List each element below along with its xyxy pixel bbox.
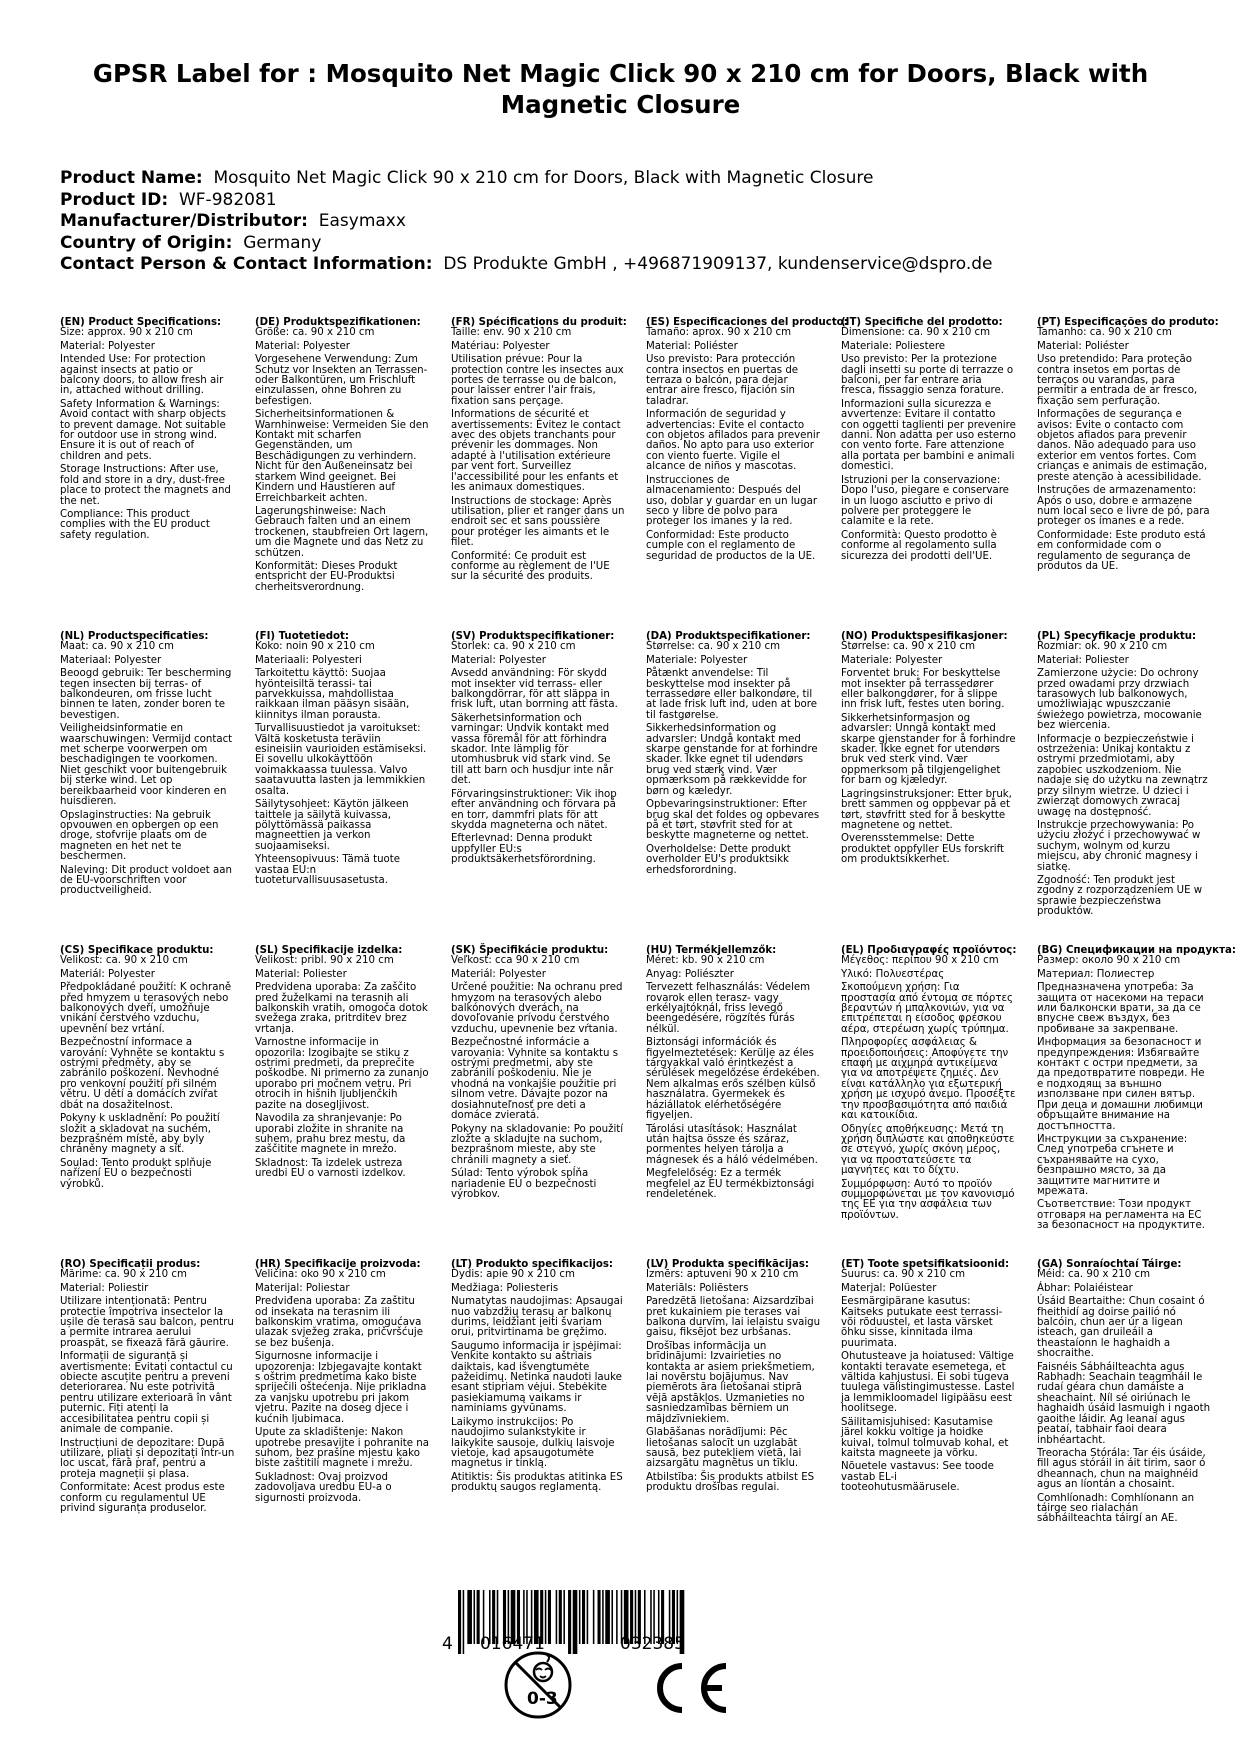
spec-paragraph: Safety Information & Warnings: Avoid contact with sharp objects to prevent damage. Not suitable for outdoor use in strong wind. Ensure it is out of reach of children and pets.: [60, 398, 226, 462]
spec-heading: (PT) Especificações do produto:: [1037, 317, 1219, 328]
spec-paragraph: Forventet bruk: For beskyttelse mot insekter på terrassedører eller balkongdører, for å slippe inn frisk luft, festes uten boring.: [841, 668, 1005, 711]
spec-section: [841, 632, 1016, 869]
spec-paragraph: Drošības informācija un brīdinājumi: Izvairieties no kontakta ar asiem priekšmetiem, lai novērstu bojājumus. Nav piemērots āra lietošanai stiprā vējā apstākļos. Uzmanieties no sasniedzamības bērniem un mājdzīvniekiem.: [646, 1340, 815, 1425]
spec-paragraph: Atitiktis: Šis produktas atitinka ES produktų saugos reglamentą.: [451, 1471, 623, 1494]
spec-paragraph: Instrukcje przechowywania: Po użyciu złożyć i przechowywać w suchym, wolnym od kurzu miejscu, aby chronić magnesy i siatkę.: [1037, 819, 1201, 873]
spec-paragraph: Naleving: Dit product voldoet aan de EU-voorschriften voor productveiligheid.: [60, 864, 232, 897]
spec-heading: (IT) Specifiche del prodotto:: [841, 317, 1003, 328]
spec-paragraph: Faisnéis Sábháilteachta agus Rabhadh: Seachain teagmháil le rudaí géara chun damáiste a sheachaint. Níl sé oiriúnach le haghaidh úsáid lasmuigh i ngaoth gaoithe láidir. Ag leanaí agus peataí, tabhair faoi deara inbhéartacht.: [1037, 1361, 1211, 1446]
info-value: WF-982081: [178, 189, 277, 210]
spec-paragraph: Opslaginstructies: Na gebruik opvouwen en opbergen op een droge, stofvrije plaats om de magneten en het net te beschermen.: [60, 809, 219, 863]
barcode-bar: [568, 1590, 571, 1654]
barcode-bar: [598, 1590, 601, 1644]
product-id-row: [60, 190, 1181, 212]
spec-section: [60, 1260, 235, 1517]
spec-paragraph: Uso previsto: Per la protezione dagli insetti su porte di terrazze o balconi, per far entrare aria fresca, fissaggio senza forature.: [841, 354, 1014, 397]
spec-paragraph: Treoracha Stórála: Tar éis úsáide, fill agus stóráil in áit tirim, saor ó dheannach, chun na maighnéid agus an líontán a chosaint.: [1037, 1447, 1206, 1491]
spec-paragraph: Zgodność: Ten produkt jest zgodny z rozporządzeniem UE w sprawie bezpieczeństwa produktów.: [1037, 874, 1203, 918]
info-value: DS Produkte GmbH , +496871909137, kundenservice@dspro.de: [443, 254, 993, 274]
info-value: Easymaxx: [318, 211, 406, 231]
spec-heading: (RO) Specificații produs:: [60, 1259, 201, 1270]
spec-paragraph: Material: Poliéster: [646, 340, 738, 352]
spec-paragraph: Dimensione: ca. 90 x 210 cm: [841, 327, 991, 339]
barcode-bar: [587, 1590, 589, 1644]
spec-heading: (EN) Product Specifications:: [60, 317, 222, 328]
spec-paragraph: Информация за безопасност и предупреждения: Избягвайте контакт с остри предмети, за да предотвратите повреди. Не е подходящ за външно използване при силен вятър. При деца и домашни любимци обръщайте внимание на достъпността.: [1037, 1037, 1205, 1132]
spec-paragraph: Predvidena uporaba: Za zaščito pred žuželkami na terasnih ali balkonskih vratih, omogoča dotok svežega zraka, pritrditev brez vrtanja.: [255, 982, 428, 1035]
barcode-bar: [593, 1590, 595, 1644]
spec-paragraph: Инструкции за съхранение: След употреба сгънете и съхранявайте на сухо, безпрашно място, за да защитите магнитите и мрежата.: [1037, 1133, 1188, 1197]
spec-paragraph: Overensstemmelse: Dette produktet oppfyller EUs forskrift om produktsikkerhet.: [841, 833, 1005, 866]
spec-paragraph: Zamierzone użycie: Do ochrony przed owadami przy drzwiach tarasowych lub balkonowych, umożliwiając wpuszczanie świeżego powietrza, mocowanie bez wiercenia.: [1037, 668, 1202, 732]
spec-heading: (PL) Specyfikacje produktu:: [1037, 631, 1197, 642]
spec-section: [1037, 317, 1219, 575]
spec-paragraph: Veličina: oko 90 x 210 cm: [255, 1269, 386, 1281]
spec-paragraph: Utilizare intenționată: Pentru protecție împotriva insectelor la ușile de terasă sau balcon, pentru a permite intrarea aerului proaspăt, se fixează fără găurire.: [60, 1296, 234, 1349]
spec-paragraph: Предназначена употреба: За защита от насекоми на тераси или балконски врати, за да се впусне свеж въздух, без пробиване за закрепване.: [1037, 982, 1204, 1035]
spec-section: [60, 946, 235, 1193]
page-title: GPSR Label for : Mosquito Net Magic Click 90 x 210 cm for Doors, Black with Magnetic Closure: [92, 59, 1149, 119]
spec-section: [646, 317, 848, 565]
spec-paragraph: Størrelse: ca. 90 x 210 cm: [646, 641, 781, 653]
product-name-row: [60, 168, 1181, 190]
spec-paragraph: Maat: ca. 90 x 210 cm: [60, 641, 174, 653]
spec-paragraph: Méid: ca. 90 x 210 cm: [1037, 1269, 1151, 1281]
barcode-bar: [563, 1590, 565, 1644]
spec-paragraph: Material: Poliéster: [1037, 340, 1129, 352]
barcode-bar: [467, 1590, 472, 1644]
spec-paragraph: Sukladnost: Ovaj proizvod zadovoljava uredbu EU-a o sigurnosti proizvoda.: [255, 1471, 392, 1504]
spec-paragraph: Numatytas naudojimas: Apsaugai nuo vabzdžių terasų ar balkonų durims, leidžiant įeiti švariam orui, pritvirtinama be gręžimo.: [451, 1296, 623, 1339]
spec-section: [646, 632, 821, 879]
spec-paragraph: Size: approx. 90 x 210 cm: [60, 327, 193, 339]
spec-paragraph: Utilisation prévue: Pour la protection contre les insectes aux portes de terrasse ou de balcon, pour laisser entrer l'air frais, fixation sans perçage.: [451, 354, 624, 407]
spec-paragraph: Saugumo informacija ir įspėjimai: Venkite kontakto su aštriais daiktais, kad išvengtumėte pažeidimų. Netinka naudoti lauke esant stipriam vėjui. Stebėkite pasiekiamumą vaikams ir naminiams gyvūnams.: [451, 1340, 622, 1415]
spec-paragraph: Υλικό: Πολυεστέρας: [841, 968, 945, 980]
spec-heading: (LV) Produkta specifikācijas:: [646, 1259, 809, 1270]
spec-paragraph: Material: Polyester: [60, 340, 155, 352]
spec-heading: (FR) Spécifications du produit:: [451, 317, 627, 328]
spec-paragraph: Určené použitie: Na ochranu pred hmyzom na terasových alebo balkónových dverách, na dovoľovanie prívodu čerstvého vzduchu, upevnenie bez vŕtania.: [451, 982, 623, 1035]
spec-paragraph: Säilytysohjeet: Käytön jälkeen taittele ja säilytä kuivassa, pölyttömässä paikassa magneettien ja verkon suojaamiseksi.: [255, 799, 409, 852]
spec-heading: (SK) Špecifikácie produktu:: [451, 945, 609, 956]
contact-row: [60, 254, 1181, 276]
spec-paragraph: Sicherheitsinformationen & Warnhinweise: Vermeiden Sie den Kontakt mit scharfen Gegenständen, um Beschädigungen zu verhindern. Nicht für den Außeneinsatz bei starkem Wind geeignet. Bei Kindern und Haustieren auf Erreichbarkeit achten.: [255, 409, 429, 504]
spec-paragraph: Veľkosť: cca 90 x 210 cm: [451, 955, 580, 967]
spec-paragraph: Méret: kb. 90 x 210 cm: [646, 955, 765, 967]
spec-paragraph: Taille: env. 90 x 210 cm: [451, 327, 572, 339]
spec-paragraph: Pokyny na skladovanie: Po použití zložte a skladujte na suchom, bezprašnom mieste, aby ste chránili magnety a sieť.: [451, 1123, 624, 1166]
spec-heading: (SV) Produktspecifikationer:: [451, 631, 615, 642]
spec-paragraph: Istruzioni per la conservazione: Dopo l'uso, piegare e conservare in un luogo asciutto e privo di polvere per proteggere le calamite e la rete.: [841, 474, 1009, 528]
info-label: Product ID:: [60, 189, 169, 210]
spec-paragraph: Materiál: Polyester: [60, 968, 155, 980]
spec-paragraph: Úsáid Beartaithe: Chun cosaint ó fheithidí ag doirse pailió nó balcóin, chun aer úr a ligean isteach, gan druileáil a theastaíonn le haghaidh a shocraithe.: [1037, 1296, 1205, 1360]
spec-paragraph: Suurus: ca. 90 x 210 cm: [841, 1269, 966, 1281]
barcode-bar: [579, 1590, 581, 1644]
spec-paragraph: Säkerhetsinformation och varningar: Undvik kontakt med vassa föremål för att förhindra skador. Inte lämplig för utomhusbruk vid stark vind. Se till att barn och husdjur inte når det.: [451, 712, 614, 787]
spec-paragraph: Lagringsinstruksjoner: Etter bruk, brett sammen og oppbevar på et tørt, støvfritt sted for å beskytte magnetene og nettet.: [841, 788, 1012, 831]
spec-paragraph: Sigurnosne informacije i upozorenja: Izbjegavajte kontakt s oštrim predmetima kako biste spriječili oštećenja. Nije prikladna za vanjsku upotrebu pri jakom vjetru. Pazite na doseg djece i kućnih ljubimaca.: [255, 1351, 427, 1425]
spec-section: [841, 946, 1016, 1224]
spec-paragraph: Información de seguridad y advertencias: Evite el contacto con objetos afilados para prevenir daños. No apto para uso exterior con viento fuerte. Vigile el alcance de niños y mascotas.: [646, 409, 820, 473]
spec-paragraph: Upute za skladištenje: Nakon upotrebe presavijte i pohranite na suhom, bez prašine mjestu kako biste zaštitili magnete i mrežu.: [255, 1427, 429, 1470]
barcode-bar: [616, 1590, 618, 1644]
spec-paragraph: Instrucciones de almacenamiento: Después del uso, doblar y guardar en un lugar seco y libre de polvo para proteger los imanes y la red.: [646, 474, 818, 528]
spec-paragraph: Rozmiar: ok. 90 x 210 cm: [1037, 641, 1168, 653]
spec-paragraph: Velikost: pribl. 90 x 210 cm: [255, 955, 394, 967]
spec-paragraph: Medžiaga: Poliesteris: [451, 1282, 559, 1294]
spec-paragraph: Συμμόρφωση: Αυτό το προϊόν συμμορφώνεται με τον κανονισμό της ΕΕ για την ασφάλεια των προϊόντων.: [841, 1178, 1015, 1221]
spec-paragraph: Beoogd gebruik: Ter bescherming tegen insecten bij terras- of balkondeuren, om frisse lucht binnen te laten, zonder boren te bevestigen.: [60, 668, 232, 721]
barcode-bar: [611, 1590, 613, 1644]
barcode-bar: [605, 1590, 610, 1644]
spec-section: [451, 318, 626, 586]
spec-paragraph: Opbevaringsinstruktioner: Efter brug skal det foldes og opbevares på et tørt, støvfrit sted for at beskytte magneterne og nettet.: [646, 799, 820, 842]
spec-paragraph: Conformidade: Este produto está em conformidade com o regulamento de segurança de produtos da UE.: [1037, 529, 1206, 572]
barcode-digit-group: 016471: [480, 1634, 545, 1654]
spec-heading: (FI) Tuotetiedot:: [255, 631, 349, 642]
spec-paragraph: Sikkerhetsinformasjon og advarsler: Unngå kontakt med skarpe gjenstander for å forhindre skader. Ikke egnet for utendørs bruk ved sterk vind. Vær oppmerksom på tilgjengelighet for barn og kjæledyr.: [841, 712, 1016, 787]
barcode-digit-group: 4: [442, 1634, 453, 1654]
spec-paragraph: Sikkerhedsinformation og advarsler: Undgå kontakt med skarpe genstande for at forhindre skader. Ikke egnet til udendørs brug ved stærk vind. Vær opmærksom på rækkevidde for børn og kæledyr.: [646, 723, 818, 797]
info-label: Product Name:: [60, 168, 203, 188]
spec-paragraph: Storage Instructions: After use, fold and store in a dry, dust-free place to protect the magnets and the net.: [60, 464, 231, 507]
manufacturer-row: [60, 211, 1181, 233]
spec-paragraph: Avsedd användning: För skydd mot insekter vid terrass- eller balkongdörrar, för att släppa in frisk luft, utan borrning att fästa.: [451, 668, 618, 711]
spec-paragraph: Material: Polyester: [451, 654, 546, 666]
spec-paragraph: Πληροφορίες ασφάλειας & προειδοποιήσεις: Αποφύγετε την επαφή με αιχμηρά αντικείμενα για να αποτρέψετε ζημιές. Δεν είναι κατάλληλο για εξωτερική χρήση με ισχυρό άνεμο. Προσέξτε την προσβασιμότητα από παιδιά και κατοικίδια.: [841, 1037, 1016, 1122]
spec-paragraph: Pokyny k uskladnění: Po použití složit a skladovat na suchém, bezprašném místě, aby byly chráněny magnety a síť.: [60, 1113, 220, 1156]
spec-paragraph: Tárolási utasítások: Használat után hajtsa össze és száraz, pormentes helyen tárolja a mágnesek és a háló védelmében.: [646, 1123, 818, 1166]
spec-heading: (DE) Produktspezifikationen:: [255, 317, 421, 328]
spec-paragraph: Tervezett felhasználás: Védelem rovarok ellen terasz- vagy erkélyajtóknál, friss levegő beengedésére, rögzítés fúrás nélkül.: [646, 982, 811, 1035]
spec-paragraph: Material: Poliestir: [60, 1282, 149, 1294]
spec-paragraph: Informações de segurança e avisos: Evite o contacto com objetos afiados para prevenir danos. Não adequado para uso exterior em ventos fortes. Com crianças e animais de estimação, preste atenção à acessibilidade.: [1037, 409, 1208, 483]
spec-paragraph: Uso previsto: Para protección contra insectos en puertas de terraza o balcón, para dejar entrar aire fresco, fijación sin taladrar.: [646, 354, 799, 407]
spec-section: [60, 318, 235, 544]
spec-heading: (BG) Спецификации на продукта:: [1037, 945, 1236, 956]
spec-heading: (ES) Especificaciones del producto:: [646, 317, 848, 328]
spec-paragraph: Instruções de armazenamento: Após o uso, dobre e armazene num local seco e livre de pó, para proteger os ímanes e a rede.: [1037, 485, 1210, 528]
spec-paragraph: Größe: ca. 90 x 210 cm: [255, 327, 375, 339]
barcode-bar: [573, 1590, 578, 1654]
spec-paragraph: Säilitamisjuhised: Kasutamise järel kokku voltige ja hoidke kuival, tolmul tolmuvab kohal, et kaitsta magneete ja võrku.: [841, 1416, 1009, 1459]
spec-heading: (HR) Specifikacije proizvoda:: [255, 1259, 421, 1270]
spec-section: [60, 632, 235, 900]
spec-paragraph: Předpokládané použití: K ochraně před hmyzem u terasových nebo balkonových dveří, umožňuje vnikání čerstvého vzduchu, upevnění bez vrtání.: [60, 982, 232, 1035]
spec-section: [255, 1260, 430, 1507]
spec-paragraph: Materiaal: Polyester: [60, 654, 162, 666]
spec-heading: (LT) Produkto specifikacijos:: [451, 1259, 613, 1270]
spec-paragraph: Varnostne informacije in opozorila: Izogibajte se stiku z ostrimi predmeti, da preprečite poškodbe. Ni primerno za zunanjo uporabo pri močnem vetru. Pri otrocih in hišnih ljubljenčkih pazite na dosegljivost.: [255, 1037, 429, 1111]
spec-paragraph: Tamanho: ca. 90 x 210 cm: [1037, 327, 1172, 339]
spec-paragraph: Material: Polyester: [255, 340, 350, 352]
spec-paragraph: Materiale: Polyester: [841, 654, 943, 666]
spec-paragraph: Megfelelőség: Ez a termék megfelel az EU termékbiztonsági rendeletének.: [646, 1168, 815, 1200]
spec-section: [451, 1260, 626, 1497]
spec-paragraph: Comhlíonadh: Comhlíonann an táirge seo rialachán sábháilteachta táirgí an AE.: [1037, 1492, 1195, 1525]
spec-paragraph: Skladnost: Ta izdelek ustreza uredbi EU o varnosti izdelkov.: [255, 1157, 406, 1180]
barcode-bar: [548, 1590, 551, 1644]
spec-paragraph: Размер: около 90 x 210 cm: [1037, 955, 1181, 967]
spec-heading: (EL) Προδιαγραφές προϊόντος:: [841, 945, 1017, 956]
spec-paragraph: Matériau: Polyester: [451, 340, 550, 352]
spec-paragraph: Intended Use: For protection against insects at patio or balcony doors, to allow fresh air in, attached without drilling.: [60, 354, 224, 397]
spec-paragraph: Lagerungshinweise: Nach Gebrauch falten und an einem trockenen, staubfreien Ort lagern, um die Magnete und das Netz zu schützen.: [255, 505, 429, 559]
spec-paragraph: Tamaño: aprox. 90 x 210 cm: [646, 327, 792, 339]
age-warning-pictogram: [503, 1650, 573, 1720]
spec-paragraph: Materiał: Poliester: [1037, 654, 1129, 666]
spec-section: [451, 946, 626, 1203]
spec-paragraph: Laikymo instrukcijos: Po naudojimo sulankstykite ir laikykite sausoje, dulkių laisvoje vietoje, kad apsaugotumėte magnetus ir tinklą.: [451, 1416, 615, 1470]
spec-paragraph: Μέγεθος: περίπου 90 x 210 cm: [841, 955, 999, 967]
spec-paragraph: Anyag: Poliészter: [646, 968, 734, 980]
spec-section: [841, 318, 1016, 565]
spec-paragraph: Biztonsági információk és figyelmeztetések: Kerülje az éles tárgyakkal való érintkezést a sérülések megelőzése érdekében. Nem alkalmas erős szélben külső használatra. Gyermekek és háziállatok elérhetőségére figyeljen.: [646, 1037, 820, 1122]
spec-paragraph: Glabāšanas norādījumi: Pēc lietošanas salocīt un uzglabāt sausā, bez putekļiem vietā, lai aizsargātu magnētus un tīklu.: [646, 1427, 802, 1470]
spec-paragraph: Súlad: Tento výrobok spĺňa nariadenie EÚ o bezpečnosti výrobkov.: [451, 1168, 597, 1200]
spec-paragraph: Σκοπούμενη χρήση: Για προστασία από έντομα σε πόρτες βεραντών ή μπαλκονιών, για να επιτρέπεται η είσοδος φρέσκου αέρα, στερέωση χωρίς τρύπημα.: [841, 982, 1013, 1035]
spec-paragraph: Dydis: apie 90 x 210 cm: [451, 1269, 575, 1281]
spec-paragraph: Informazioni sulla sicurezza e avvertenze: Evitare il contatto con oggetti taglienti per prevenire danni. Non adatta per uso esterno con vento forte. Fare attenzione alla portata per bambini e animali domestici.: [841, 398, 1016, 473]
barcode-bar: [559, 1590, 562, 1644]
spec-paragraph: Conformità: Questo prodotto è conforme al regolamento sulla sicurezza dei prodotti dell'UE.: [841, 529, 997, 562]
spec-paragraph: Materiale: Polyester: [646, 654, 748, 666]
spec-paragraph: Konformität: Dieses Produkt entspricht der EU-Produktsi cherheitsverordnung.: [255, 560, 398, 593]
spec-paragraph: Eesmärgipärane kasutus: Kaitseks putukate eest terrassi- või rõduustel, et lasta värsket õhku sisse, kinnitada ilma puurimata.: [841, 1296, 1003, 1349]
spec-paragraph: Материал: Полиестер: [1037, 968, 1155, 980]
barcode-bar: [545, 1590, 547, 1644]
spec-paragraph: Instructions de stockage: Après utilisation, plier et ranger dans un endroit sec et sans poussière pour protéger les aimants et le filet.: [451, 495, 625, 549]
spec-paragraph: Conformidad: Este producto cumple con el reglamento de seguridad de productos de la UE.: [646, 529, 816, 562]
spec-paragraph: Material: Poliester: [255, 968, 347, 980]
spec-paragraph: Informations de sécurité et avertissements: Évitez le contact avec des objets tranchants pour prévenir les dommages. Non adapté à l'utilisation extérieure par vent fort. Surveillez l'accessibilité pour les enfants et les animaux domestiques.: [451, 409, 621, 494]
spec-paragraph: Förvaringsinstruktioner: Vik ihop efter användning och förvara på en torr, dammfri plats för att skydda magneterna och nätet.: [451, 788, 617, 831]
info-label: Manufacturer/Distributor:: [60, 211, 308, 231]
spec-paragraph: Påtænkt anvendelse: Til beskyttelse mod insekter på terrassedøre eller balkondøre, til at lade frisk luft ind, uden at bore til fastgørelse.: [646, 668, 818, 721]
spec-section: [1037, 1260, 1212, 1528]
spec-paragraph: Ohutusteave ja hoiatused: Vältige kontakti teravate esemetega, et vältida kahjustusi. Ei sobi tugeva tuulega välistingimustesse. Lastel ja lemmikloomadel ligipääsu eest hoolitsege.: [841, 1351, 1015, 1415]
spec-heading: (DA) Produktspecifikationer:: [646, 631, 811, 642]
info-label: Contact Person & Contact Information:: [60, 254, 433, 274]
spec-paragraph: Съответствие: Този продукт отговаря на регламента на ЕС за безопасност на продуктите.: [1037, 1199, 1205, 1232]
spec-paragraph: Ábhar: Polaiéistear: [1037, 1282, 1133, 1294]
spec-heading: (NO) Produktspesifikasjoner:: [841, 631, 1008, 642]
spec-paragraph: Vorgesehene Verwendung: Zum Schutz vor Insekten an Terrassen- oder Balkontüren, um Frischluft einzulassen, ohne Bohren zu befestigen.: [255, 354, 428, 407]
spec-paragraph: Materiál: Polyester: [451, 968, 546, 980]
spec-paragraph: Koko: noin 90 x 210 cm: [255, 641, 375, 653]
spec-paragraph: Izmērs: aptuveni 90 x 210 cm: [646, 1269, 799, 1281]
spec-paragraph: Efterlevnad: Denna produkt uppfyller EU:s produktsäkerhetsförordning.: [451, 833, 596, 866]
spec-section: [255, 946, 430, 1183]
spec-paragraph: Navodila za shranjevanje: Po uporabi zložite in shranite na suhem, prahu brez mestu, da zaščitite magnete in mrežo.: [255, 1113, 406, 1156]
barcode-bar: [582, 1590, 585, 1644]
age-range-label: 0-3: [527, 1689, 558, 1709]
spec-paragraph: Veiligheidsinformatie en waarschuwingen: Vermijd contact met scherpe voorwerpen om beschadigingen te voorkomen. Niet geschikt voor buitengebruik bij sterke wind. Let op bereikbaarheid voor kinderen en huisdieren.: [60, 723, 233, 808]
spec-paragraph: Storlek: ca. 90 x 210 cm: [451, 641, 576, 653]
product-info-block: [60, 168, 1181, 276]
spec-paragraph: Atbilstība: Šis produkts atbilst ES produktu drošības regulai.: [646, 1471, 815, 1494]
spec-paragraph: Materiāls: Poliēsters: [646, 1282, 749, 1294]
spec-paragraph: Mărime: ca. 90 x 210 cm: [60, 1269, 187, 1281]
info-value: Mosquito Net Magic Click 90 x 210 cm for Doors, Black with Magnetic Closure: [213, 168, 874, 188]
spec-heading: (NL) Productspecificaties:: [60, 631, 209, 642]
spec-section: [451, 632, 626, 869]
info-value: Germany: [243, 232, 322, 253]
spec-paragraph: Bezpečnostné informácie a varovania: Vyhnite sa kontaktu s ostrými predmetmi, aby ste zabránili poškodeniu. Nie je vhodná na vonkajšie použitie pri silnom vetre. Dávajte pozor na dosiahnuteľnosť pre deti a domáce zvieratá.: [451, 1037, 619, 1122]
spec-paragraph: Bezpečnostní informace a varování: Vyhněte se kontaktu s ostrými předměty, aby se zabránilo poškození. Nevhodné pro venkovní použití při silném větru. U dětí a domácích zvířat dbát na dosažitelnost.: [60, 1037, 225, 1111]
spec-paragraph: Tarkoitettu käyttö: Suojaa hyönteisiltä terassi- tai parvekkuissa, mahdollistaa raikkaan ilman pääsyn sisään, kiinnitys ilman porausta.: [255, 668, 410, 721]
spec-heading: (GA) Sonraíochtaí Táirge:: [1037, 1259, 1182, 1270]
spec-paragraph: Uso pretendido: Para proteção contra insetos em portas de terraços ou varandas, para permitir a entrada de ar fresco, fixação sem perfuração.: [1037, 354, 1198, 407]
barcode-bar: [556, 1590, 558, 1644]
spec-paragraph: Størrelse: ca. 90 x 210 cm: [841, 641, 976, 653]
spec-paragraph: Informacje o bezpieczeństwie i ostrzeżenia: Unikaj kontaktu z ostrymi przedmiotami, aby zapobiec uszkodzeniom. Nie nadaje się do użytku na zewnątrz przy silnym wietrze. U dzieci i zwierząt domowych zwracaj uwagę na dostępność.: [1037, 733, 1208, 818]
spec-paragraph: Turvallisuustiedot ja varoitukset: Vältä kosketusta teräviin esineisiin vaurioiden estämiseksi. Ei sovellu ulkokäyttöön voimakkaassa tuulessa. Valvo saatavuutta lasten ja lemmikkien osalta.: [255, 723, 427, 797]
spec-paragraph: Οδηγίες αποθήκευσης: Μετά τη χρήση διπλώστε και αποθηκεύστε σε στεγνό, χωρίς σκόνη μέρος, για να προστατεύσετε τα μαγνήτες και το δίχτυ.: [841, 1123, 1015, 1177]
spec-paragraph: Conformitate: Acest produs este conform cu regulamentul UE privind siguranța produselor.: [60, 1482, 225, 1514]
spec-section: [1037, 945, 1236, 1235]
spec-paragraph: Velikost: ca. 90 x 210 cm: [60, 955, 188, 967]
spec-paragraph: Materiaali: Polyesteri: [255, 654, 362, 666]
spec-paragraph: Materijal: Poliestar: [255, 1282, 350, 1294]
spec-paragraph: Overholdelse: Dette produkt overholder EU's produktsikk erhedsforordning.: [646, 843, 791, 876]
spec-paragraph: Instrucțiuni de depozitare: După utilizare, pliați și depozitați într-un loc uscat, fără praf, pentru a proteja magneții și plasa.: [60, 1437, 235, 1480]
spec-section: [1037, 632, 1212, 921]
spec-paragraph: Yhteensopivuus: Tämä tuote vastaa EU:n tuoteturvallisuusasetusta.: [255, 854, 401, 886]
spec-paragraph: Materjal: Polüester: [841, 1282, 937, 1294]
spec-heading: (ET) Toote spetsifikatsioonid:: [841, 1259, 1010, 1270]
barcode-digit-group: 032385: [620, 1634, 685, 1654]
spec-paragraph: Soulad: Tento produkt splňuje nařízení EU o bezpečnosti výrobků.: [60, 1157, 212, 1190]
barcode-bar: [463, 1590, 465, 1654]
spec-heading: (HU) Termékjellemzők:: [646, 945, 777, 956]
info-label: Country of Origin:: [60, 232, 233, 253]
spec-paragraph: Nõuetele vastavus: See toode vastab EL-i tooteohutusmäärusele.: [841, 1461, 994, 1494]
country-of-origin-row: [60, 233, 1181, 255]
spec-paragraph: Paredzētā lietošana: Aizsardzībai pret kukainiem pie terases vai balkona durvīm, lai ielaistu svaigu gaisu, fiksējot bez urbšanas.: [646, 1296, 821, 1339]
spec-heading: (SL) Specifikacije izdelka:: [255, 945, 403, 956]
spec-section: [841, 1260, 1016, 1497]
spec-paragraph: Predviđena uporaba: Za zaštitu od insekata na terasnim ili balkonskim vratima, omogućava ulazak svježeg zraka, pričvršćuje se bez bušenja.: [255, 1296, 423, 1349]
barcode-bar: [458, 1590, 461, 1654]
barcode-bar: [602, 1590, 604, 1644]
barcode-bar: [474, 1590, 476, 1644]
spec-section: [255, 632, 430, 889]
spec-paragraph: Informații de siguranță și avertismente: Evitați contactul cu obiecte ascuțite pentru a preveni deteriorarea. Nu este potrivită pentru utilizare exterioară în vânt puternic. Fiți atenți la accesibilitatea pentru copii și animale de companie.: [60, 1351, 233, 1436]
spec-section: [646, 1260, 821, 1497]
ce-mark-icon: [652, 1658, 730, 1718]
spec-paragraph: Conformité: Ce produit est conforme au règlement de l'UE sur la sécurité des produits.: [451, 550, 610, 583]
spec-section: [255, 318, 430, 596]
spec-section: [646, 946, 821, 1203]
spec-heading: (CS) Specifikace produktu:: [60, 945, 214, 956]
spec-paragraph: Compliance: This product complies with the EU product safety regulation.: [60, 508, 210, 541]
spec-paragraph: Materiale: Poliestere: [841, 340, 946, 352]
